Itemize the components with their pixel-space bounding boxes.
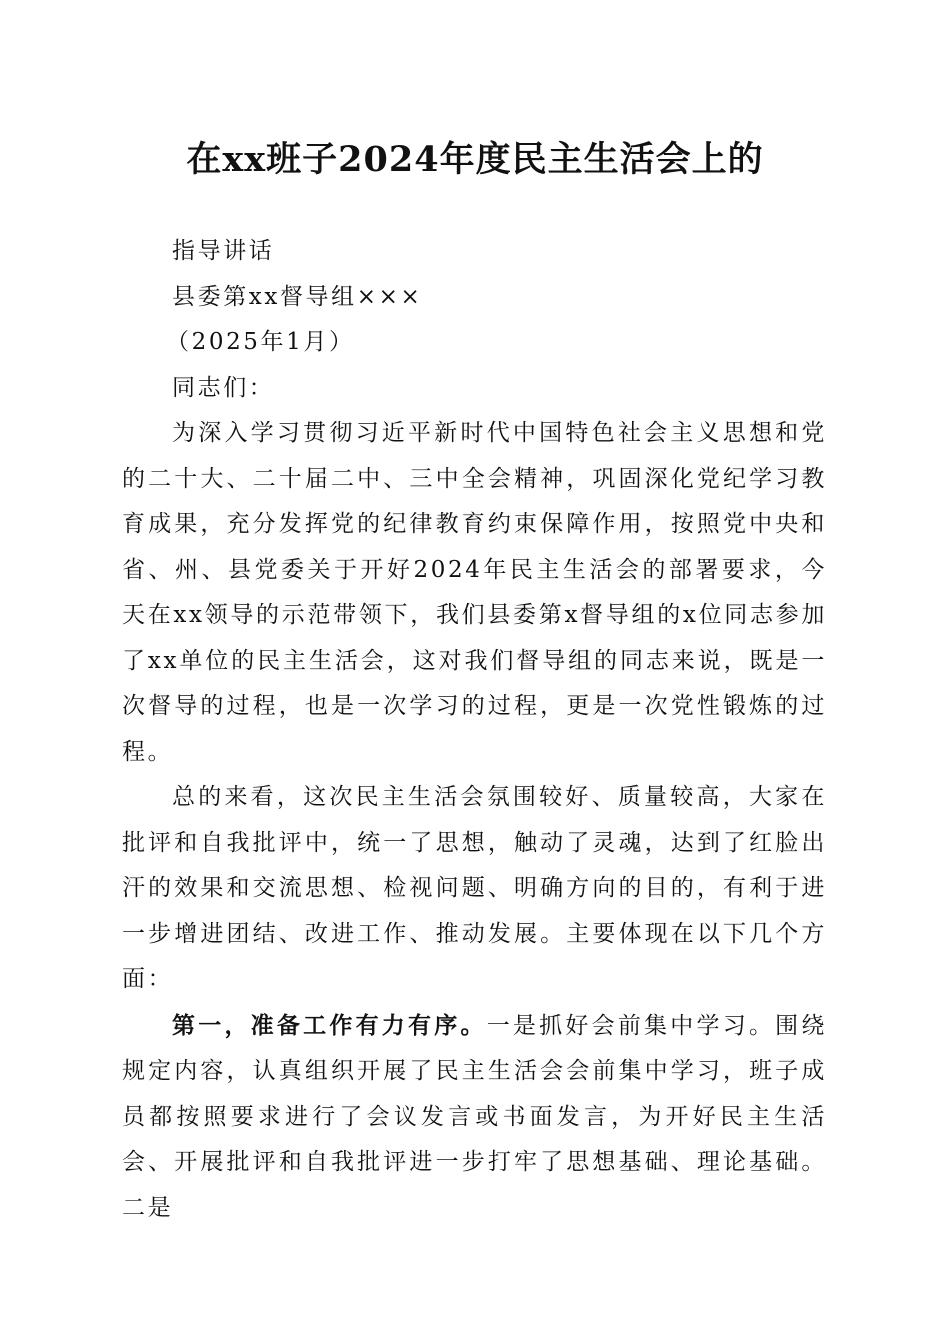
salutation: 同志们： (172, 374, 275, 401)
paragraph-first-point (122, 1003, 827, 1232)
paragraph-intro: 为深入学习贯彻习近平新时代中国特色社会主义思想和党的二十大、二十届二中、三中全会精神，巩固深化党纪学习教育成果，充分发挥党的纪律教育约束保障作用，按照党中央和省、州、县党委关于开好2024年民主生活会的部署要求，今天在xx领导的示范带领下，我们县委第x督导组的x位同志参加了xx单位的民主生活会，这对我们督导组的同志来说，既是一次督导的过程，也是一次学习的过程，更是一次党性锻炼的过程。 (122, 420, 827, 765)
paragraph-summary: 总的来看，这次民主生活会氛围较好、质量较高，大家在批评和自我批评中，统一了思想，触动了灵魂，达到了红脸出汗的效果和交流思想、检视问题、明确方向的目的，有利于进一步增进团结、改进工作、推动发展。主要体现在以下几个方面： (122, 784, 827, 992)
document-subtitle: 指导讲话 (172, 238, 275, 264)
first-point-heading: 第一，准备工作有力有序。 (172, 1011, 487, 1039)
date-line: （2025年1月） (166, 329, 355, 355)
speaker-line: 县委第xx督导组××× (172, 283, 423, 310)
document-body (122, 229, 827, 1231)
document-title: 在xx班子2024年度民主生活会上的 (186, 139, 764, 180)
first-point-body: 一是抓好会前集中学习。围绕规定内容，认真组织开展了民主生活会会前集中学习，班子成员都按照要求进行了会议发言或书面发言，为开好民主生活会、开展批评和自我批评进一步打牢了思想基础、理论基础。二是 (122, 1012, 827, 1221)
